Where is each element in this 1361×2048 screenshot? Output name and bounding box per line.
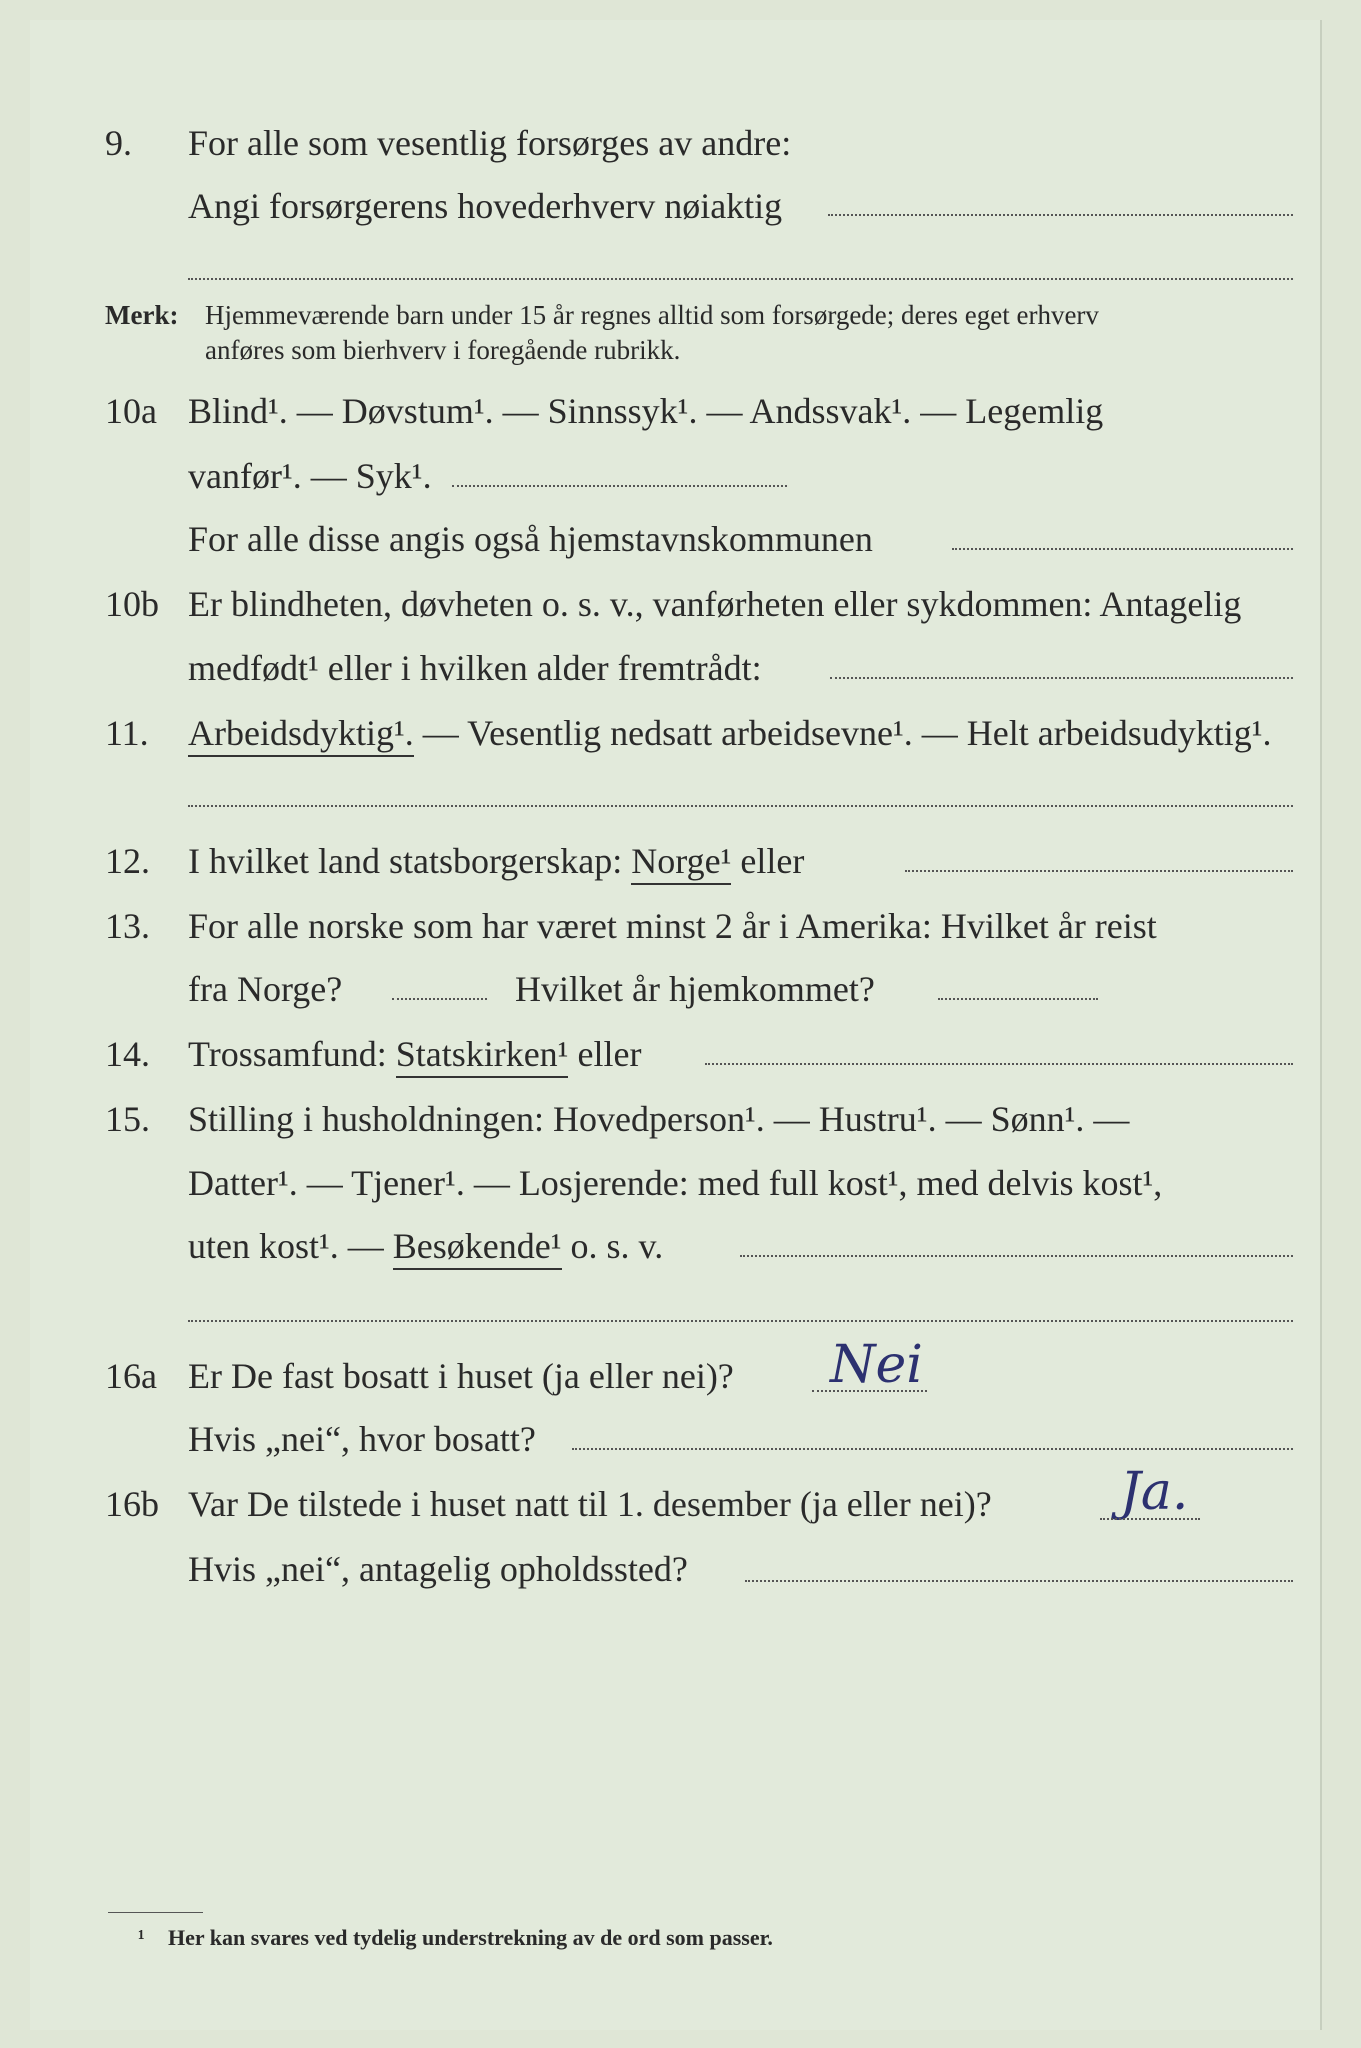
q10a-answer-line[interactable] xyxy=(452,485,787,487)
footnote-rule xyxy=(108,1912,203,1913)
q10a-text3: For alle disse angis også hjemstavnskommunen xyxy=(188,519,873,559)
q9-number: 9. xyxy=(105,123,132,163)
q14-text2: eller xyxy=(568,1034,642,1074)
q12-number: 12. xyxy=(105,841,150,881)
q14-option-underlined[interactable]: Statskirken¹ xyxy=(396,1034,569,1078)
q13-text2a: fra Norge? xyxy=(188,969,343,1009)
q10a-answer-line2[interactable] xyxy=(952,548,1293,550)
q14-answer-line[interactable] xyxy=(705,1063,1293,1065)
q16a-text2: Hvis „nei“, hvor bosatt? xyxy=(188,1419,536,1459)
q15-text4: o. s. v. xyxy=(561,1226,664,1266)
q13-text2b: Hvilket år hjemkommet? xyxy=(515,969,875,1009)
q10b-text: Er blindheten, døvheten o. s. v., vanførheten eller sykdommen: Antagelig xyxy=(188,584,1242,624)
q16b-number: 16b xyxy=(105,1484,159,1524)
q16a-number: 16a xyxy=(105,1356,157,1396)
q11-number: 11. xyxy=(105,713,149,753)
q13-number: 13. xyxy=(105,906,150,946)
q15-option-underlined[interactable]: Besøkende¹ xyxy=(393,1226,562,1270)
q12-option-underlined[interactable]: Norge¹ xyxy=(631,841,731,885)
q16b-handwritten-answer: Ja. xyxy=(1120,1462,1189,1522)
q9-answer-line[interactable] xyxy=(828,214,1293,216)
q10a-number: 10a xyxy=(105,391,157,431)
footnote-mark: ¹ xyxy=(138,1925,145,1950)
q13-answer-line2[interactable] xyxy=(938,998,1098,1000)
q16b-answer-line[interactable] xyxy=(1100,1518,1200,1520)
q15-number: 15. xyxy=(105,1099,150,1139)
q16a-answer-line2[interactable] xyxy=(572,1448,1293,1450)
q16b-text: Var De tilstede i huset natt til 1. desember (ja eller nei)? xyxy=(188,1484,992,1524)
q14-text: Trossamfund: xyxy=(188,1034,396,1074)
merk-text2: anføres som bierhverv i foregående rubrikk. xyxy=(205,335,681,365)
q9-text2: Angi forsørgerens hovederhverv nøiaktig xyxy=(188,186,783,226)
q13-text: For alle norske som har været minst 2 år i Amerika: Hvilket år reist xyxy=(188,906,1157,946)
q12-text: I hvilket land statsborgerskap: xyxy=(188,841,632,881)
q14-number: 14. xyxy=(105,1034,150,1074)
q11-answer-line[interactable] xyxy=(188,805,1293,807)
q16a-text: Er De fast bosatt i huset (ja eller nei)? xyxy=(188,1356,734,1396)
q16a-handwritten-answer: Nei xyxy=(830,1335,923,1395)
q16b-text2: Hvis „nei“, antagelig opholdssted? xyxy=(188,1549,688,1589)
q10b-text2: medfødt¹ eller i hvilken alder fremtrådt: xyxy=(188,648,762,688)
q10a-text2: vanfør¹. — Syk¹. xyxy=(188,456,432,496)
q15-text2: Datter¹. — Tjener¹. — Losjerende: med full kost¹, med delvis kost¹, xyxy=(188,1163,1163,1203)
footnote-text: Her kan svares ved tydelig understrekning av de ord som passer. xyxy=(168,1925,773,1950)
q16b-answer-line2[interactable] xyxy=(745,1580,1293,1582)
q10b-answer-line[interactable] xyxy=(830,677,1293,679)
q11-text: — Vesentlig nedsatt arbeidsevne¹. — Helt arbeidsudyktig¹. xyxy=(413,713,1272,753)
q15-answer-line2[interactable] xyxy=(188,1320,1293,1322)
q9-answer-line2[interactable] xyxy=(188,278,1293,280)
q12-answer-line[interactable] xyxy=(905,870,1293,872)
q13-answer-line[interactable] xyxy=(392,998,487,1000)
q15-answer-line[interactable] xyxy=(740,1255,1293,1257)
merk-text: Hjemmeværende barn under 15 år regnes alltid som forsørgede; deres eget erhverv xyxy=(205,300,1099,330)
merk-label: Merk: xyxy=(105,300,179,330)
q10a-text: Blind¹. — Døvstum¹. — Sinnssyk¹. — Andssvak¹. — Legemlig xyxy=(188,391,1104,431)
q15-text3: uten kost¹. — xyxy=(188,1226,393,1266)
q15-text: Stilling i husholdningen: Hovedperson¹. — Hustru¹. — Sønn¹. — xyxy=(188,1099,1130,1139)
q12-text2: eller xyxy=(731,841,805,881)
q10b-number: 10b xyxy=(105,584,159,624)
q9-text: For alle som vesentlig forsørges av andre: xyxy=(188,123,792,163)
q11-option-underlined[interactable]: Arbeidsdyktig¹. xyxy=(188,713,414,757)
